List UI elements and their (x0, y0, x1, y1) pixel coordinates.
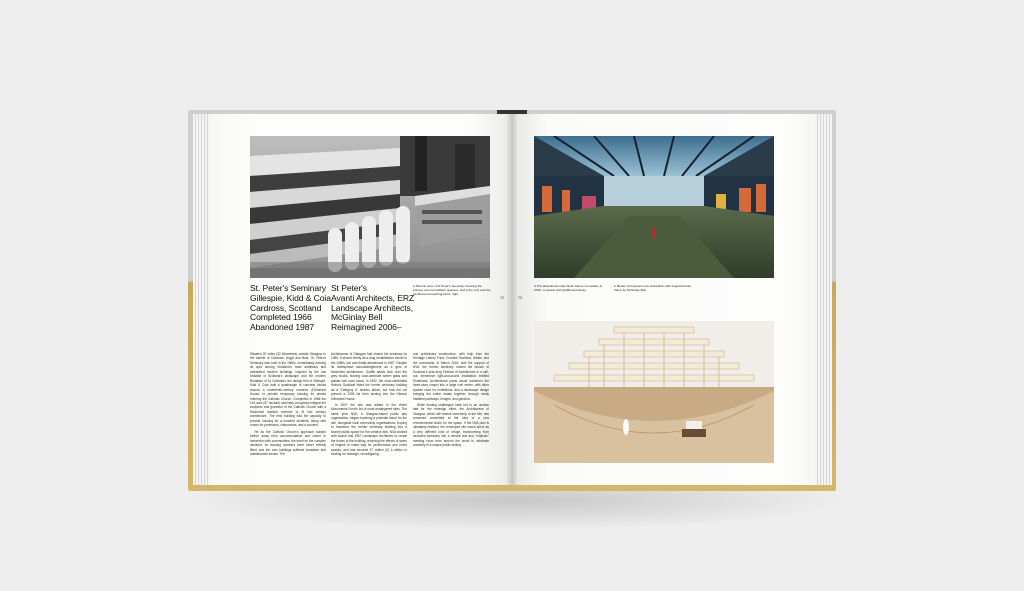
body-paragraph: Yet as the Catholic Church's approach subject further away from accommodation and closer to immersion with communities, the need for the complex declined. Its housing numbers were never entirely filled, and the cost buildings suffered insulation and maintenance issues. The (250, 429, 326, 456)
body-text-column-2 (331, 352, 407, 474)
body-paragraph: While funding challenges have led to an unclear fate for the redesign effort, the Archdiocese of Glasgow, which still retains ownership of the site, has remained committed to the idea of a new environmental vision for the space. If the NVA plan is ultimately realised, the revamped site would serve as a very different kind of refuge, transforming from secluded seminary into a vibrant hub and "majestic" meeting room from around the world to celebrate creativity in a unique public setting. (413, 402, 489, 448)
heading-line: Avanti Architects, ERZ (331, 292, 415, 303)
heading-line: Abandoned 1987 (250, 322, 315, 333)
body-paragraph: Archdiocese of Glasgow had closed the seminary by 1980. It served briefly as a drug rehabilitation centre in the 1980s, but was finally abandoned in 1987. Despite its widespread acknowledgement as a gem of Modernist architecture, Graffiti artists took over the grey blocks, leaving color-laminate where glass and plaster had once stood. In 1992, the once-celebrated Historic Scotland listed the former seminary building as a 'Category A' historic article, but that did not prevent a 2005 list from landing into the Historic Kilmahew House. (331, 352, 407, 401)
body-text-column-1 (250, 352, 326, 474)
heading-line: McGinlay Bell (331, 312, 383, 323)
model-photo-caption: F Model of proposed new restoration with supported-like frame by McGinlay Bell. (614, 284, 692, 293)
heading-line: Gillespie, Kidd & Coia (250, 292, 331, 303)
heading-line: Cardross, Scotland (250, 302, 322, 313)
body-paragraph: Situated 20 miles (32 kilometres) outside Glasgow in the hamlet of Cardross, Argyll and Bute, St. Peter's Seminary was built in the 1960s, immediately earning its spot among Scotland's most ambitious and celebrated modern buildings. Inspired by the raw brutalist of Scotland's landscape and the modern Brutalism of Le Corbusier, the design firm of Gillespie, Kidd & Coia built a quadrangle of concrete blocks around a nineteenth-century mansion (Kilmahew House, to provide temporary housing for priests entering the Catholic Church. Completed in 1966 the 143 acre (57 hectare) seminary comprised integral the sculpture and grandeur of the Catholic Church with a Modernist sublime seemed to fit into century architecture. The new building had the capacity to provide housing for a hundred students, along with rooms for professors, classrooms, and a convent. (250, 352, 326, 428)
heading-line: St Peter's (331, 283, 367, 293)
page-number-right: 73 (518, 296, 522, 300)
body-paragraph: In 2007 the site was added to the World Monuments Fund's list of most endangered sites. The same year NVA, a Glasgow-based public arts organisation, began exploring a potential future for the site, alongside local community organisations. Hoping to transform the former seminary building into a shared public space for the creative arts, NVA worked with Avanti and ERZ Landscape Architects to reveal the bones of the building, returning the effects of years of neglect to make way for performance and event spaces, and has secured £7 million (£) a million in funding for redesign, reconfiguring, (331, 402, 407, 456)
page-number-left: 72 (500, 296, 504, 300)
heading-line: St. Peter's Seminary (250, 283, 327, 293)
reimagined-heading (331, 284, 414, 333)
heading-line: Completed 1966 (250, 312, 312, 323)
book-gutter (506, 114, 518, 485)
body-paragraph: and preliminary construction, with help from the Heritage Lottery Fund, Creative Scotland, Artists, and the community. In March 2016, with the support of NVA, the former seminary hosted the launch of Scotland's year-long Festival of Architecture in a sell-out, immersive light-and-sound installation entitled Hinterland. Architectural plans would transform the three-story chapel into a large roof vertex, with other spaces used for exhibitions, and a landscape design bringing the entire estate together through newly installed pathways, bridges, and gardens. (413, 352, 489, 401)
seminary-exterior-photo (250, 136, 490, 278)
abandoned-interior-photo (534, 136, 774, 278)
heading-line: Reimagined 2006– (331, 322, 402, 333)
interior-photo-caption: A The abandoned main block before renovation in 2016, complete with graffiti and decay. (534, 284, 603, 293)
body-text-column-3 (413, 352, 489, 474)
page-stack-right (812, 114, 832, 485)
seminary-heading (250, 284, 331, 333)
seminary-photo-caption: A Historic view of St Peter's Seminary showing the primary accommodation quarters, and entry, left, and the cantilevered teaching block, right. (413, 284, 491, 297)
heading-line: Landscape Architects, (331, 302, 413, 313)
restoration-model-photo (534, 321, 774, 463)
